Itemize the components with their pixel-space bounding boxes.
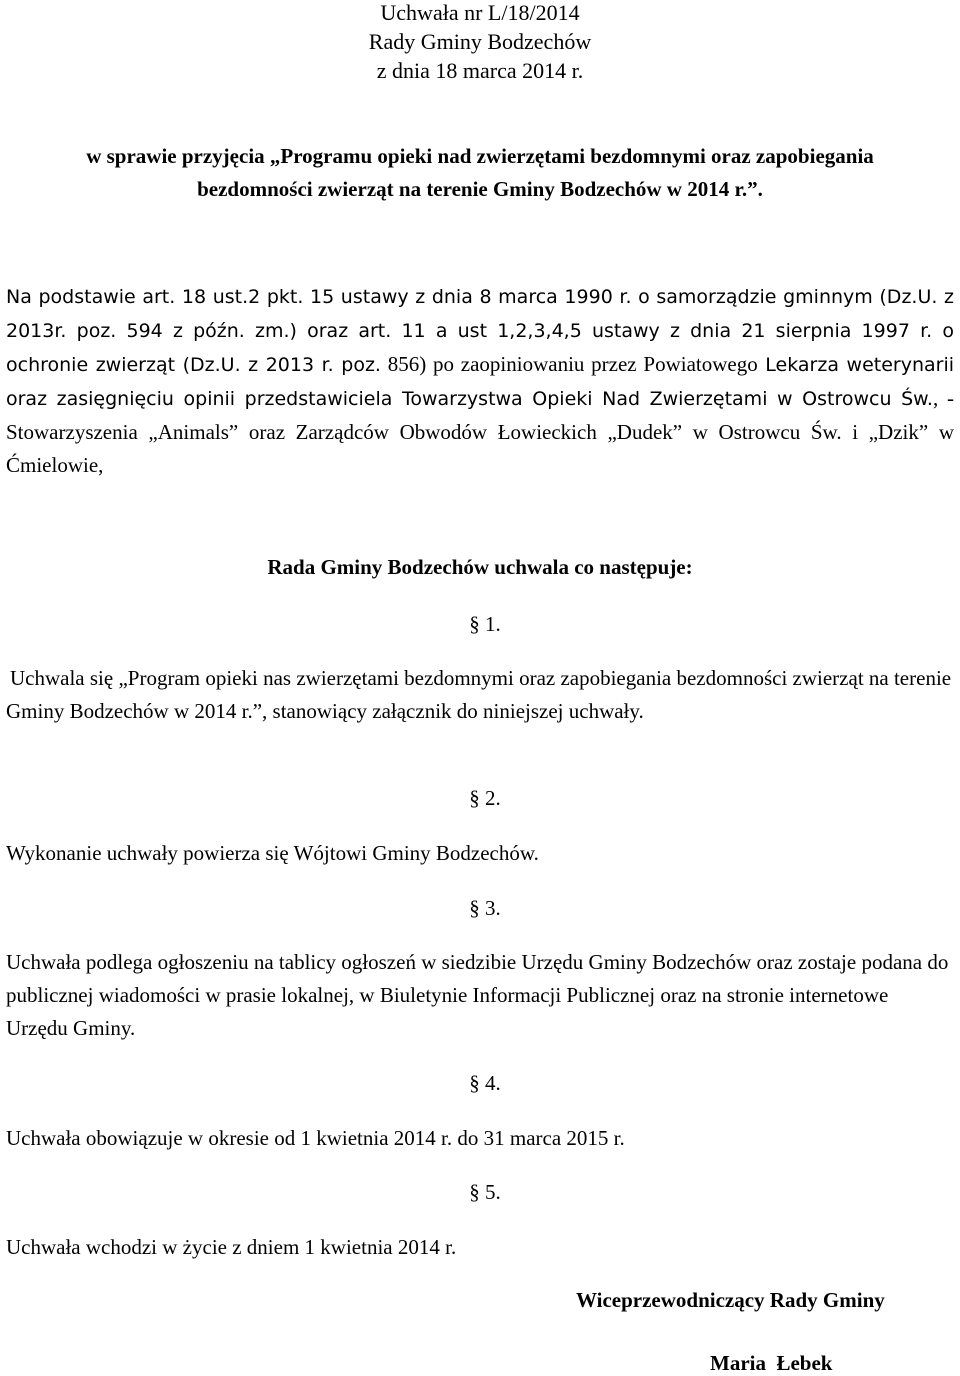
section-mark-1: § 1. [469,612,501,636]
resolution-number: Uchwała nr L/18/2014 [380,0,580,25]
section-text-5: Uchwała wchodzi w życie z dniem 1 kwietnia 2014 r. [6,1235,457,1259]
section-text-2: Wykonanie uchwały powierza się Wójtowi Gminy Bodzechów. [6,841,539,865]
section-mark-4: § 4. [469,1071,501,1095]
section-text-1: Uchwala się „Program opieki nas zwierzętami bezdomnymi oraz zapobiegania bezdomności zwierząt na terenie Gminy Bodzechów w 2014 r.”, stanowiący załącznik do niniejszej uchwały. [6,666,952,723]
council-name: Rady Gminy Bodzechów [368,29,592,54]
preamble [6,280,954,482]
decree-statement: Rada Gminy Bodzechów uchwala co następuje: [267,555,693,579]
title-line-1: w sprawie przyjęcia „Programu opieki nad zwierzętami bezdomnymi oraz zapobiegania [86,144,874,168]
section-mark-3: § 3. [469,896,501,920]
section-text-4: Uchwała obowiązuje w okresie od 1 kwietnia 2014 r. do 31 marca 2015 r. [6,1126,625,1150]
signature-name: Maria Łebek [710,1351,833,1375]
preamble-part-4: , - Stowarzyszenia „Animals” oraz Zarządców Obwodów Łowieckich „Dudek” w Ostrowcu Św. i „Dzik” w Ćmielowie, [6,386,954,477]
section-mark-5: § 5. [469,1180,501,1204]
preamble-part-1: Na podstawie art. 18 ust.2 pkt. 15 ustawy z dnia 8 marca 1990 r. o samorządzie gminnym (Dz.U. z 2013r. poz. 594 z późn. zm.) oraz art. 11 a ust 1,2,3,4,5 ustawy z dnia 21 sierpnia 1997 r. o ochronie zwierząt (Dz.U. z 2013 r. poz. [6,286,954,376]
section-text-3: Uchwała podlega ogłoszeniu na tablicy ogłoszeń w siedzibie Urzędu Gminy Bodzechów oraz zostaje podana do publicznej wiadomości w prasie lokalnej, w Biuletynie Informacji Publicznej oraz na stronie internetowe Urzędu Gminy. [6,950,949,1040]
resolution-title [0,140,960,206]
section-mark-2: § 2. [469,786,501,810]
preamble-part-2: 856) po zaopiniowaniu przez Powiatowego [380,352,758,376]
title-line-2: bezdomności zwierząt na terenie Gminy Bodzechów w 2014 r.”. [197,177,763,201]
signature-role: Wiceprzewodniczący Rady Gminy [576,1288,885,1312]
resolution-header [0,0,960,85]
resolution-date: z dnia 18 marca 2014 r. [376,58,584,83]
preamble-part-3: Lekarza weterynarii oraz zasięgnięciu opinii przedstawiciela Towarzystwa Opieki Nad Zwierzętami w Ostrowcu Św. [6,354,955,410]
